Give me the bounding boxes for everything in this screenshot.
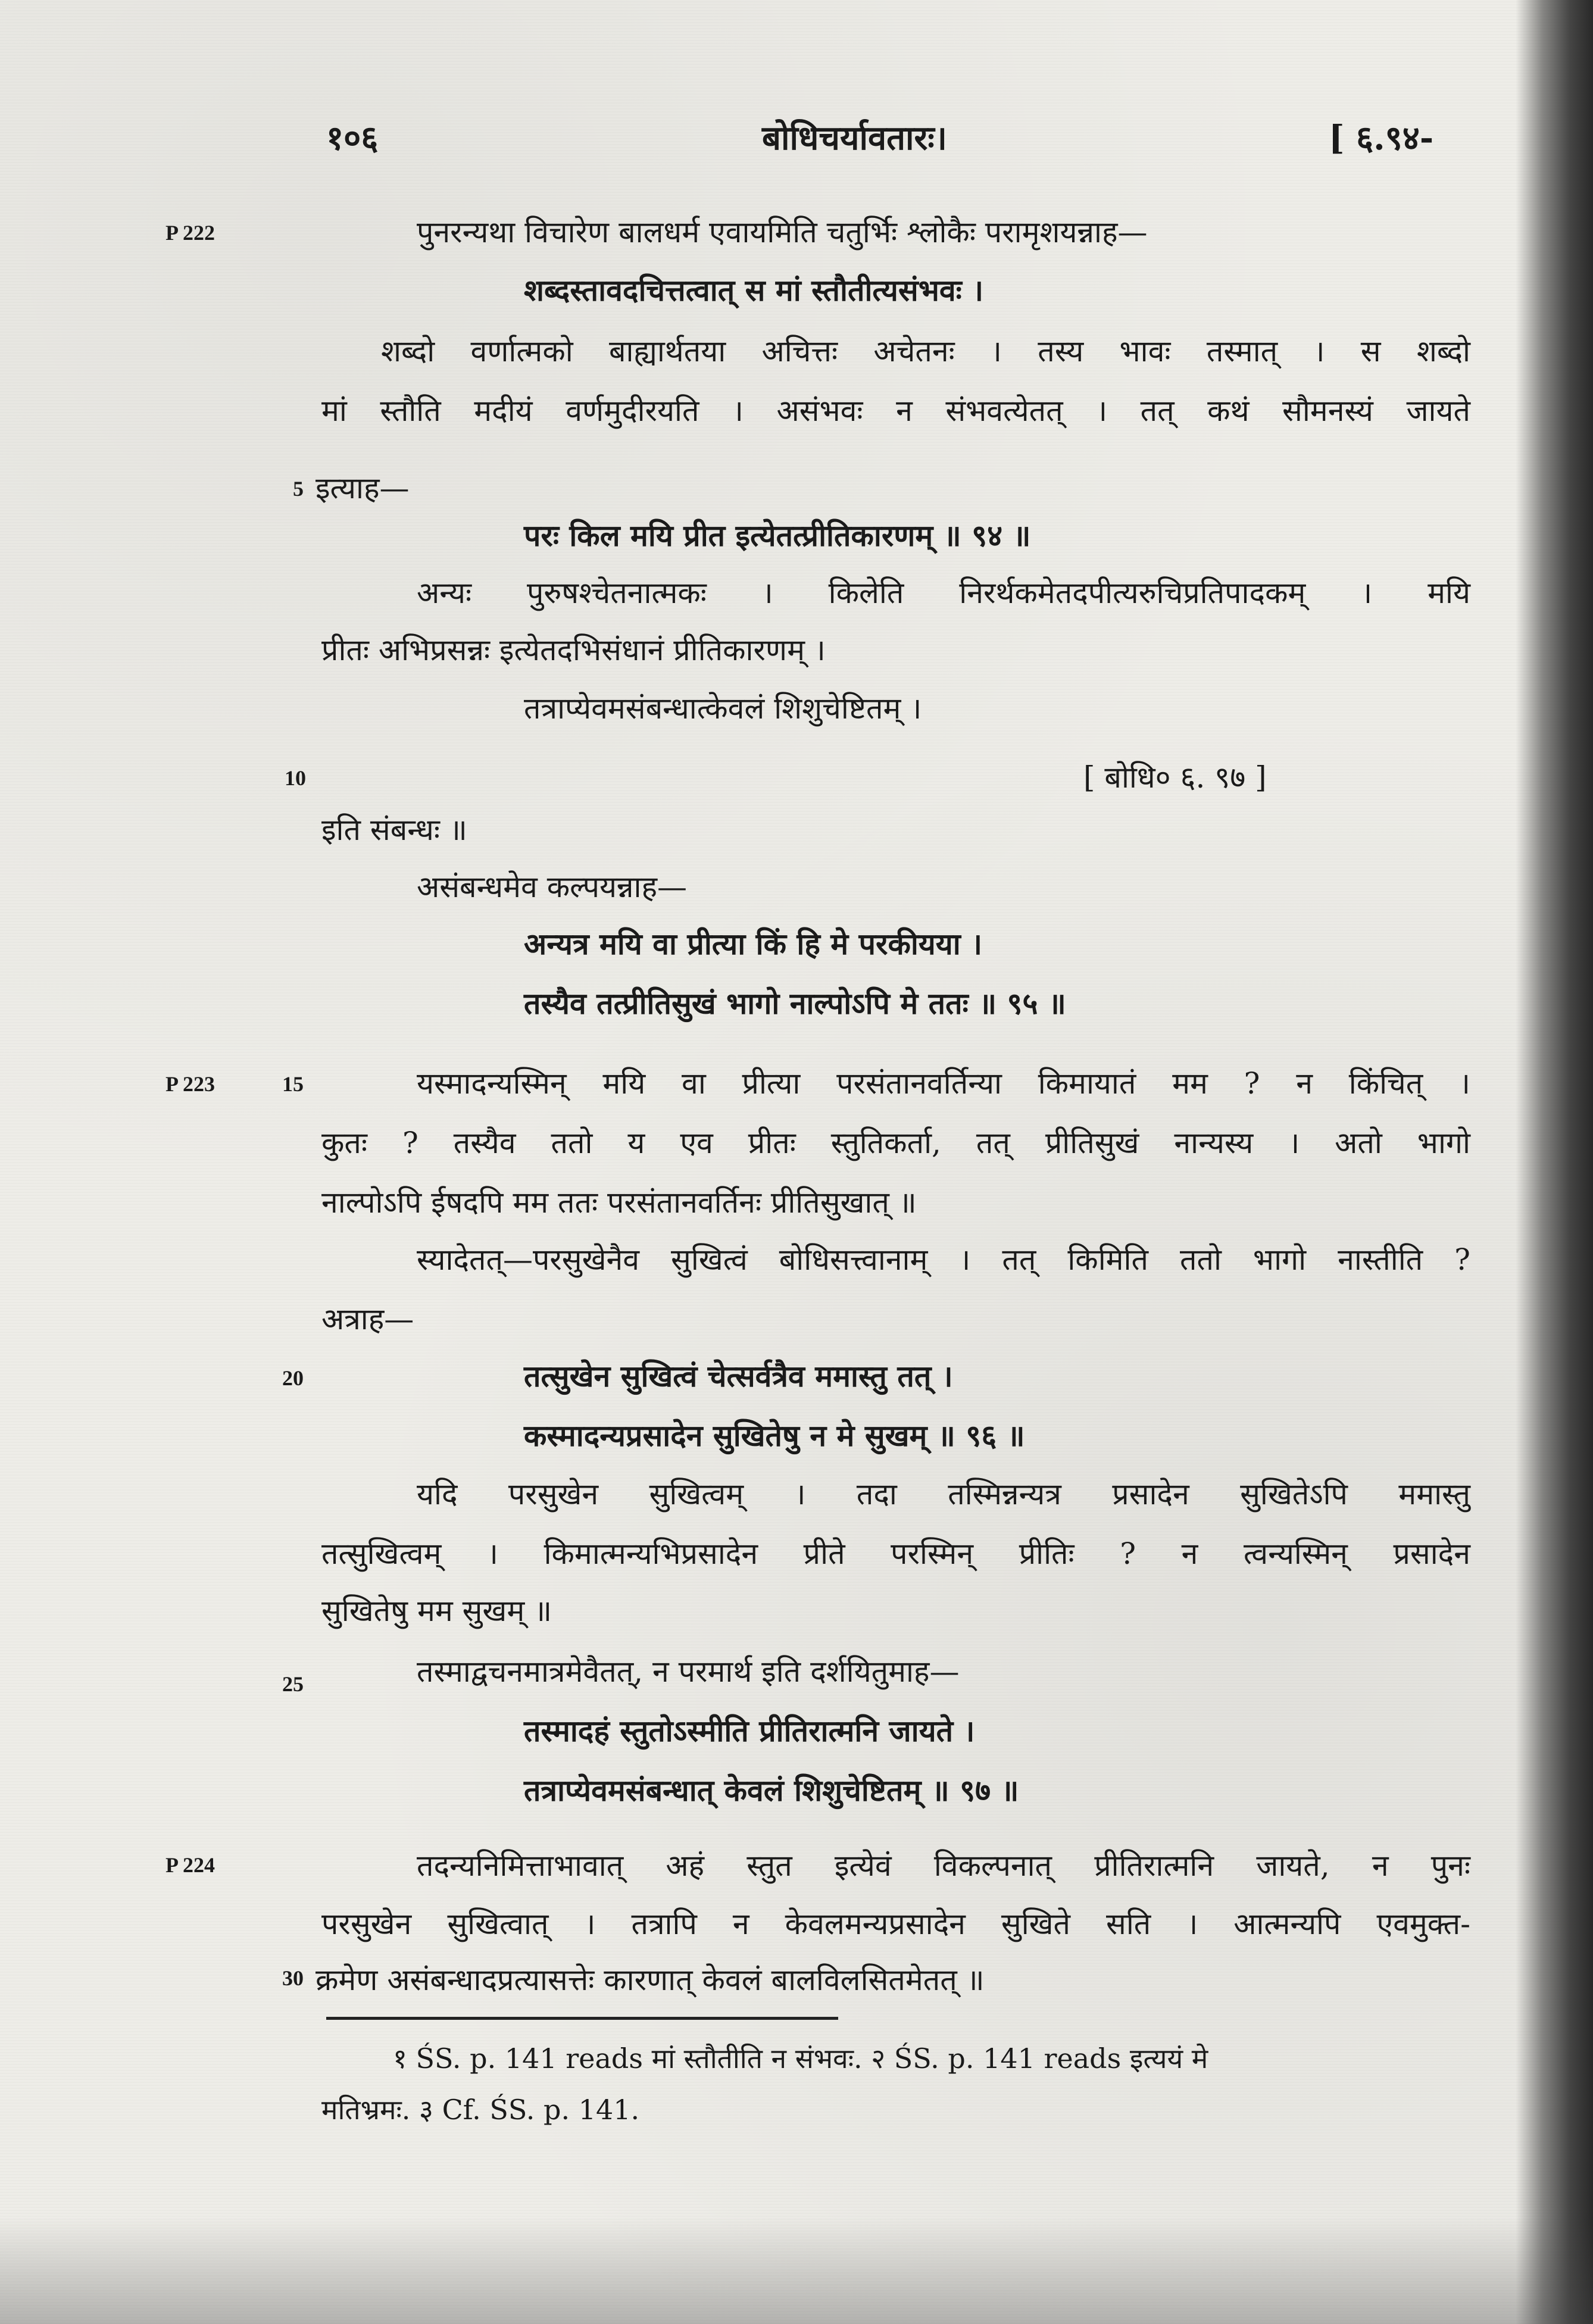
- body-line: यदि परसुखेन सुखित्वम् । तदा तस्मिन्नन्यत्र प्रसादेन सुखितेऽपि ममास्तु: [417, 1477, 1470, 1511]
- body-line: तस्माद्वचनमात्रमेवैतत्, न परमार्थ इति दर्शयितुमाह—: [417, 1654, 960, 1689]
- body-line: नाल्पोऽपि ईषदपि मम ततः परसंतानवर्तिनः प्रीतिसुखात् ॥: [321, 1185, 917, 1220]
- running-title: बोधिचर्यावतारः।: [762, 118, 947, 158]
- section-marker: [ ६.९४-: [1329, 118, 1434, 158]
- body-line: परसुखेन सुखित्वात् । तत्रापि न केवलमन्यप्रसादेन सुखिते सति । आत्मन्यपि एवमुक्त-: [321, 1907, 1470, 1941]
- footnote-rule: [326, 2017, 838, 2020]
- body-line: अत्राह—: [321, 1302, 414, 1336]
- body-line: यस्मादन्यस्मिन् मयि वा प्रीत्या परसंतानवर्तिन्या किमायातं मम ? न किंचित् ।: [417, 1066, 1470, 1101]
- line-number-10: 10: [285, 766, 306, 790]
- body-line: इत्याह—: [316, 471, 410, 505]
- verse-line: तस्यैव तत्प्रीतिसुखं भागो नाल्पोऽपि मे ततः ॥ ९५ ॥: [524, 986, 1066, 1021]
- line-number-30: 30: [282, 1966, 304, 1990]
- body-line: शब्दो वर्णात्मको बाह्यार्थतया अचित्तः अचेतनः । तस्य भावः तस्मात् । स शब्दो: [381, 334, 1470, 368]
- verse-line: शब्दस्तावदचित्तत्वात् स मां स्तौतीत्यसंभवः ।: [524, 273, 984, 308]
- body-line: तदन्यनिमित्ताभावात् अहं स्तुत इत्येवं विकल्पनात् प्रीतिरात्मनि जायते, न पुनः: [417, 1848, 1470, 1883]
- body-line: तत्सुखित्वम् । किमात्मन्यभिप्रसादेन प्रीते परस्मिन् प्रीतिः ? न त्वन्यस्मिन् प्रसादेन: [321, 1536, 1470, 1571]
- verse-line: परः किल मयि प्रीत इत्येतत्प्रीतिकारणम् ॥ ९४ ॥: [524, 518, 1031, 553]
- scan-bottom-shade: [0, 2217, 1593, 2324]
- page-number: १०६: [326, 118, 379, 158]
- body-line: प्रीतः अभिप्रसन्नः इत्येतदभिसंधानं प्रीतिकारणम् ।: [321, 633, 826, 667]
- body-line: कुतः ? तस्यैव ततो य एव प्रीतः स्तुतिकर्ता, तत् प्रीतिसुखं नान्यस्य । अतो भागो: [321, 1126, 1470, 1160]
- margin-ref-p223: P 223: [165, 1072, 215, 1096]
- cross-reference: [ बोधि० ६. ९७ ]: [1083, 760, 1267, 795]
- line-number-5: 5: [293, 477, 304, 501]
- line-number-20: 20: [282, 1366, 304, 1390]
- margin-ref-p224: P 224: [165, 1853, 215, 1877]
- body-line: सुखितेषु मम सुखम् ॥: [321, 1594, 552, 1628]
- verse-line: तत्सुखेन सुखित्वं चेत्सर्वत्रैव ममास्तु तत् ।: [524, 1358, 953, 1394]
- line-number-25: 25: [282, 1672, 304, 1696]
- line-number-15: 15: [282, 1072, 304, 1096]
- verse-line: तत्राप्येवमसंबन्धात्केवलं शिशुचेष्टितम् ।: [524, 691, 922, 726]
- body-line: इति संबन्धः ॥: [321, 813, 467, 847]
- body-line: मां स्तौति मदीयं वर्णमुदीरयति । असंभवः न संभवत्येतत् । तत् कथं सौमनस्यं जायते: [321, 393, 1470, 428]
- footnote-line: १ ŚS. p. 141 reads मां स्तौतीति न संभवः. २ ŚS. p. 141 reads इत्ययं मे: [393, 2042, 1208, 2075]
- body-line: स्यादेतत्—परसुखेनैव सुखित्वं बोधिसत्त्वानाम् । तत् किमिति ततो भागो नास्तीति ?: [417, 1242, 1470, 1277]
- verse-line: तस्मादहं स्तुतोऽस्मीति प्रीतिरात्मनि जायते ।: [524, 1713, 975, 1748]
- body-line: असंबन्धमेव कल्पयन्नाह—: [417, 870, 687, 904]
- margin-ref-p222: P 222: [165, 221, 215, 245]
- verse-line: तत्राप्येवमसंबन्धात् केवलं शिशुचेष्टितम् ॥ ९७ ॥: [524, 1773, 1019, 1808]
- book-spine-shadow: [1516, 0, 1593, 2324]
- body-line: अन्यः पुरुषश्चेतनात्मकः । किलेति निरर्थकमेतदपीत्यरुचिप्रतिपादकम् । मयि: [417, 576, 1470, 610]
- verse-line: कस्मादन्यप्रसादेन सुखितेषु न मे सुखम् ॥ ९६ ॥: [524, 1418, 1025, 1453]
- body-line: क्रमेण असंबन्धादप्रत्यासत्तेः कारणात् केवलं बालविलसितमेतत् ॥: [316, 1963, 985, 1997]
- verse-line: अन्यत्र मयि वा प्रीत्या किं हि मे परकीयया ।: [524, 926, 983, 961]
- body-line: पुनरन्यथा विचारेण बालधर्म एवायमिति चतुर्भिः श्लोकैः परामृशयन्नाह—: [417, 215, 1148, 249]
- footnote-line: मतिभ्रमः. ३ Cf. ŚS. p. 141.: [321, 2094, 640, 2126]
